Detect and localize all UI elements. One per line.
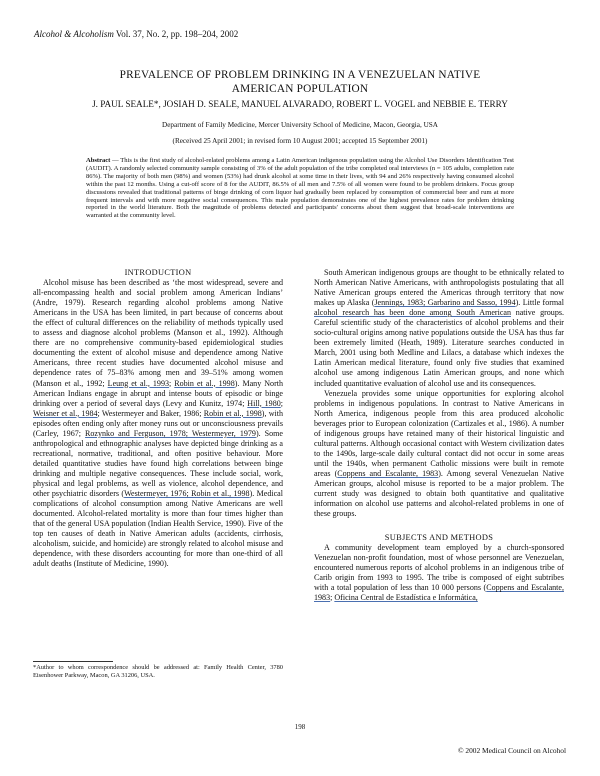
text-run: ), with episodes often ending only after money runs out or unconsciousness prevails (Carley, 1967; [33,408,284,438]
citation-link[interactable]: Oficina Central de Estadística e Informática, [334,593,478,603]
right-column [314,268,564,604]
journal-name: Alcohol & Alcoholism [34,29,114,39]
text-run: native groups. Careful scientific study of the characteristics of alcohol problems and their socio-cultural origins among native populations outside the USA has thus far been extremely limited (Heath, 1989). Literature searches conducted in March, 2001 using both Medline and Lilacs, a database which indexes the Latin American medical literature, found only five studies that examined alcohol use among indigenous Latin American groups, and none which included quantitative evaluation of alcohol use and its consequences. [314,308,565,388]
citation-link[interactable]: Coppens and Escalante, 1983 [314,583,564,603]
intro-paragraph-3 [314,389,564,520]
text-run: ; Westermeyer and Baker, 1986; [97,408,204,418]
journal-header [34,29,238,39]
citation-link[interactable]: Coppens and Escalante, 1983 [337,468,439,478]
text-run: ). Among several Venezuelan Native American groups, alcohol misuse is reported to be a major problem. The current study was designed to obtain both quantitative and qualitative information on alcohol use patterns and alcohol-related problems in one of these groups. [314,468,564,519]
text-run: ; [169,378,175,388]
text-run: Alcohol misuse has been described as ‘the most widespread, severe and all-encompassing health and social problem among American Indians’ (Andre, 1979). Research regarding alcohol problems among Native Americans in the USA has been limited, in part because of concerns about the effect of cultural differences on the reliability of methods typically used to assess and diagnose alcohol problems (Manson et al., 1992). Although there are no comprehensive community-based epidemiological studies documenting the extent of alcohol misuse and dependence among Native Americans, three recent studies have documented alcohol misuse and dependence rates of 75–83% among men and 39–51% among women (Manson et al., 1992; [33,278,283,388]
author-list: J. PAUL SEALE*, JOSIAH D. SEALE, MANUEL ALVARADO, ROBERT L. VOGEL and NEBBIE E. TERRY [92,99,508,109]
citation-link[interactable]: Robin et al., 1998 [174,378,235,388]
text-run: ). Little formal [515,298,564,308]
text-run: ). Many North American Indians engage in abrupt and intense bouts of episodic or binge drinking over a period of several days (Levy and Kunitz, 1974; [33,378,284,408]
citation-link[interactable]: Jennings, 1983; Garbarino and Sasso, 1994 [374,298,516,308]
text-run: ). Some anthropological and ethnographic analyses have depicted binge drinking as a recreational, normative, traditional, and often positive behaviour. More detailed quantitative studies have found high correlations between binge drinking and multiple negative consequences. These include social, work, physical and legal problems, as well as violence, alcohol dependence, and other psychiatric disorders ( [33,428,283,499]
text-run: ; [280,398,283,408]
section-heading-introduction: INTRODUCTION [124,268,192,277]
page-number: 198 [294,723,306,731]
copyright-notice: © 2002 Medical Council on Alcohol [457,746,566,755]
citation-link[interactable]: Rozynko and Ferguson, 1978; Westermeyer, 1979 [85,428,256,438]
intro-paragraph-1 [33,278,283,569]
journal-info: Vol. 37, No. 2, pp. 198–204, 2002 [113,29,239,39]
footnote-divider [33,661,113,662]
abstract-label: Abstract [86,157,111,164]
left-column [33,268,283,569]
text-run: South American indigenous groups are thought to be ethnically related to North American Native Americans, with anthropologists postulating that all Native American groups entered the Americas through territory that now makes up Alaska ( [314,268,564,308]
text-run: A community development team employed by a church-sponsored Venezuelan non-profit foundation, most of whose personnel are Venezuelan, encountered numerous reports of alcohol problems in an indigenous tribe of Carib origin from 1993 to 1995. The tribe is composed of eight subtribes with a total population of less than 10 000 persons ( [314,543,564,593]
text-run: ; [330,593,335,603]
citation-link[interactable]: alcohol research has been done among South American [314,308,511,318]
received-dates: (Received 25 April 2001; in revised form 10 August 2001; accepted 15 September 2001) [172,137,428,145]
title-line-1: PREVALENCE OF PROBLEM DRINKING IN A VENEZUELAN NATIVE [119,69,481,81]
methods-paragraph-1 [314,543,564,603]
section-heading-methods: SUBJECTS AND METHODS [384,533,494,543]
abstract [86,157,514,220]
footnote: *Author to whom correspondence should be addressed at: Family Health Center, 3780 Eisenhower Parkway, Macon, GA 31206, USA. [33,664,283,679]
citation-link[interactable]: Hill, 1980 [247,398,281,408]
citation-link[interactable]: Robin et al., 1998 [203,408,262,418]
citation-link[interactable]: Leung et al., 1993 [107,378,169,388]
title-line-2: AMERICAN POPULATION [231,82,369,95]
affiliation: Department of Family Medicine, Mercer University School of Medicine, Macon, Georgia, USA [162,121,438,129]
text-run: Venezuela provides some unique opportunities for exploring alcohol problems in indigenous populations. In contrast to Native Americans in North America, indigenous people from this area produced alcoholic beverages prior to European colonization (Cartizales et al., 1986). A number of indigenous groups have retained many of their historical linguistic and cultural patterns. Although occasional contact with Western civilization dates to the 1490s, large-scale daily cultural contact did not occur in some areas until the 1940s, when permanent Catholic missions were built in remote areas ( [314,388,564,478]
citation-link[interactable]: Westermeyer, 1976; Robin et al., 1998 [124,489,250,499]
intro-paragraph-2 [314,268,564,389]
text-run: ). Medical complications of alcohol consumption among Native Americans are well documented. Alcohol-related mortality is more than four times higher than that of the general USA population (Indian Health Service, 1990). Five of the top ten causes of death in Native American adults (accidents, cirrhosis, alcoholism, suicide, and homicide) are strongly related to alcohol misuse and dependence, with these disorders accounting for more than one-third of all adult deaths (Institute of Medicine, 1990). [33,489,283,569]
article-title [60,69,540,96]
citation-link[interactable]: Weisner et al., 1984 [33,408,98,418]
abstract-text: — This is the first study of alcohol-related problems among a Latin American indigenous population using the Alcohol Use Disorders Identification Test (AUDIT). A randomly selected community sample consisting of 3% of the adult population of the tribe completed oral interviews (n = 105 adults, completion rate 86%). The majority of both men (98%) and women (53%) had drunk alcohol at some time in their lives, with 94 and 26% respectively having consumed alcohol within the past 12 months. Using a cut-off score of 8 for the AUDIT, 86.5% of all men and 7.5% of all women were found to be problem drinkers. Focus group discussions revealed that traditional patterns of binge drinking of corn liquor had gradually been replaced by consumption of commercial beer and rum at more frequent intervals and with more negative social consequences. This male population demonstrates one of the highest prevalence rates for problem drinking reported in the world literature. Both the magnitude of problems detected and participants' concerns about them suggest that broad-scale interventions are warranted at the community level. [86,157,514,220]
